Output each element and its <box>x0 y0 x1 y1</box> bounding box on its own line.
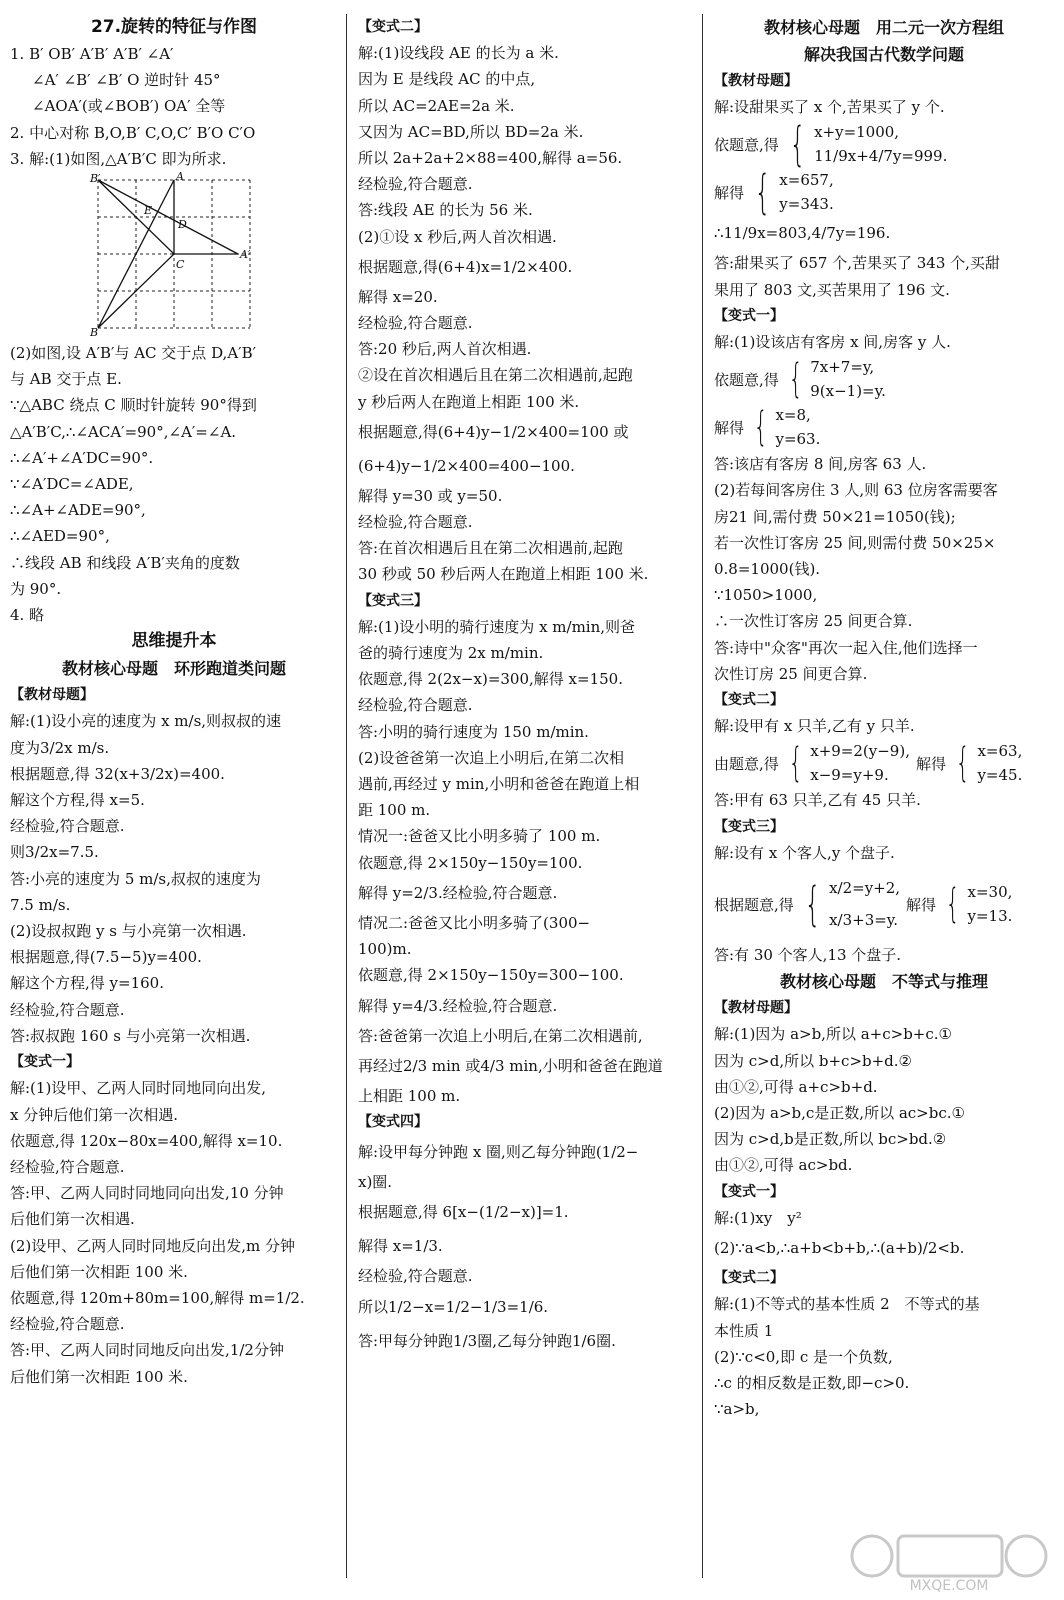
answer-line: 依题意,得 120x−80x=400,解得 x=10. <box>10 1131 283 1150</box>
answer-line: 答:甲有 63 只羊,乙有 45 只羊. <box>714 791 921 810</box>
answer-line: 答:甲、乙两人同时同地同向出发,10 分钟 <box>10 1184 284 1203</box>
equation-system <box>714 117 1054 172</box>
answer-line: ②设在首次相遇后且在第二次相遇前,起跑 <box>358 366 633 385</box>
label-d: D <box>178 218 187 232</box>
brace-icon: { <box>788 356 803 403</box>
answer-line: 后他们第一次相距 100 米. <box>10 1367 188 1386</box>
section-title: 思维提升本 <box>131 631 217 652</box>
answer-line: 答:小明的骑行速度为 150 m/min. <box>358 722 589 741</box>
answer-line: 情况一:爸爸又比小明多骑了 100 m. <box>358 827 601 846</box>
answer-line: 依题意,得 120m+80m=100,解得 m=1/2. <box>10 1288 305 1307</box>
answer-line: 次性订房 25 间更合算. <box>714 664 868 683</box>
answer-line: 3. 解:(1)如图,△A′B′C 即为所求. <box>10 149 227 168</box>
answer-line: 答:该店有客房 8 间,房客 63 人. <box>714 455 927 474</box>
brace-icon: { <box>753 404 768 451</box>
equation: y=63. <box>775 430 821 449</box>
answer-line: 解:(1)xy y² <box>714 1208 802 1227</box>
answer-line: 答:线段 AE 的长为 56 米. <box>358 201 533 220</box>
answer-line: 依题意,得 2(2x−x)=300,解得 x=150. <box>358 670 623 689</box>
answer-line: 经检验,符合题意. <box>10 1157 125 1176</box>
tag-label: 【变式二】 <box>714 1270 784 1287</box>
solution-system <box>714 165 1054 220</box>
answers-list-a <box>10 41 338 172</box>
equation: 11/9x+4/7y=999. <box>814 147 948 166</box>
answer-line: 本性质 1 <box>714 1321 774 1340</box>
answer-line: x 分钟后他们第一次相遇. <box>10 1105 178 1124</box>
subsection-title-cont: 解决我国古代数学问题 <box>803 45 964 64</box>
answer-line: ∴c 的相反数是正数,即−c>0. <box>714 1373 910 1392</box>
answer-line: 答:在首次相遇后且在第二次相遇前,起跑 <box>358 539 623 558</box>
answer-line: ∵△ABC 绕点 C 顺时针旋转 90°得到 <box>10 396 257 415</box>
label-c: C <box>176 258 185 272</box>
tag-label: 【教材母题】 <box>10 687 94 704</box>
answer-line: 答:诗中"众客"再次一起入住,他们选择一 <box>714 638 978 657</box>
answers-list-d <box>10 1075 338 1389</box>
system-label: 依题意,得 <box>714 370 779 389</box>
answer-line: (2)∵a<b,∴a+b<b+b,∴(a+b)/2<b. <box>714 1239 965 1258</box>
answer-line: ∴11/9x=803,4/7y=196. <box>714 224 891 243</box>
equation: x=30, <box>967 883 1013 902</box>
answer-line: 又因为 AC=BD,所以 BD=2a 米. <box>358 122 584 141</box>
answer-line: 果用了 803 文,买苦果用了 196 文. <box>714 280 950 299</box>
answer-line: 根据题意,得(6+4)x=1/2×400. <box>358 257 573 276</box>
answer-line: 解得 y=30 或 y=50. <box>358 486 503 505</box>
equation: x/3+3=y. <box>829 911 899 930</box>
answer-line: 房21 间,需付费 50×21=1050(钱); <box>714 507 956 526</box>
column-divider <box>346 14 347 1578</box>
brace-icon: { <box>945 881 960 928</box>
answer-line: 1. B′ OB′ A′B′ A′B′ ∠A′ <box>10 45 174 63</box>
system-label: 依题意,得 <box>714 135 779 154</box>
answer-line: 解:设甲有 x 只羊,乙有 y 只羊. <box>714 717 915 736</box>
answer-line: 若一次性订客房 25 间,则需付费 50×25× <box>714 533 996 552</box>
equation: 9(x−1)=y. <box>810 382 886 401</box>
tag-label: 【变式三】 <box>358 592 428 609</box>
answer-line: 与 AB 交于点 E. <box>10 370 122 389</box>
equation: y=45. <box>977 766 1023 785</box>
answer-line: 答:叔叔跑 160 s 与小亮第一次相遇. <box>10 1026 251 1045</box>
system-label: 解得 <box>906 895 937 914</box>
brace-icon: { <box>788 740 803 787</box>
answer-line: 答:小亮的速度为 5 m/s,叔叔的速度为 <box>10 869 261 888</box>
brace-icon: { <box>804 877 821 932</box>
answer-line: △A′B′C,∴∠ACA′=90°,∠A′=∠A. <box>10 422 237 441</box>
tag-label: 【变式二】 <box>714 692 784 709</box>
watermark-logo <box>844 1524 1054 1594</box>
answer-line: 解:设甜果买了 x 个,苦果买了 y 个. <box>714 98 945 117</box>
column-2 <box>358 14 688 1600</box>
answer-line: 解这个方程,得 x=5. <box>10 791 145 810</box>
answer-line: 距 100 m. <box>358 801 431 820</box>
answer-line: (2)因为 a>b,c是正数,所以 ac>bc.① <box>714 1104 965 1123</box>
answer-line: 由①②,可得 a+c>b+d. <box>714 1077 878 1096</box>
answer-line: 后他们第一次相遇. <box>10 1210 135 1229</box>
answer-line: 经检验,符合题意. <box>10 817 125 836</box>
system-label: 由题意,得 <box>714 754 779 773</box>
label-b: B <box>90 326 99 339</box>
watermark-text: MXQE.COM <box>909 1578 989 1594</box>
answer-line: (2)①设 x 秒后,两人首次相遇. <box>358 227 557 246</box>
answer-line: (6+4)y−1/2×400=400−100. <box>358 456 575 475</box>
answer-line: (2)设叔叔跑 y s 与小亮第一次相遇. <box>10 922 247 941</box>
subsection-title: 教材核心母题 用二元一次方程组 <box>763 18 1004 37</box>
equation: 7x+7=y, <box>810 358 875 377</box>
equation: x+y=1000, <box>814 123 900 142</box>
answers-list-a <box>358 40 688 587</box>
answers-list-c <box>10 708 338 1049</box>
answer-line: 为 90°. <box>10 579 62 598</box>
answer-line: 根据题意,得 6[x−(1/2−x)]=1. <box>358 1203 569 1222</box>
answer-line: 由①②,可得 ac>bd. <box>714 1156 853 1175</box>
answer-line: 解:设甲每分钟跑 x 圈,则乙每分钟跑(1/2− <box>358 1143 639 1162</box>
answer-line: (2)若每间客房住 3 人,则 63 位房客需要客 <box>714 481 998 500</box>
answer-line: 100)m. <box>358 940 412 959</box>
system-label: 解得 <box>714 183 745 202</box>
answer-line: 爸的骑行速度为 2x m/min. <box>358 644 544 663</box>
tag-label: 【变式一】 <box>714 307 784 324</box>
equation-system <box>714 872 1054 936</box>
answer-line: 答:甜果买了 657 个,苦果买了 343 个,买甜 <box>714 254 1000 273</box>
tag-label: 【教材母题】 <box>714 1000 798 1017</box>
answer-line: 解这个方程,得 y=160. <box>10 974 164 993</box>
answer-line: ∵1050>1000, <box>714 586 818 605</box>
equation: x=63, <box>977 742 1023 761</box>
subsection-title: 教材核心母题 环形跑道类问题 <box>61 659 286 679</box>
answer-line: 经检验,符合题意. <box>358 175 473 194</box>
answer-line: 经检验,符合题意. <box>10 1315 125 1334</box>
answer-line: x)圈. <box>358 1173 393 1192</box>
answer-line: (2)设甲、乙两人同时同地反向出发,m 分钟 <box>10 1236 296 1255</box>
equation: x=8, <box>775 406 811 425</box>
answer-line: (2)设爸爸第一次追上小明后,在第二次相 <box>358 748 625 767</box>
tag-label: 【变式一】 <box>714 1183 784 1200</box>
column-1 <box>10 14 338 1600</box>
answer-line: 依题意,得 2×150y−150y=100. <box>358 853 583 872</box>
answer-line: 解:(1)设小明的骑行速度为 x m/min,则爸 <box>358 617 636 636</box>
answer-line: 解:(1)设线段 AE 的长为 a 米. <box>358 44 559 63</box>
answer-line: ∴∠A+∠ADE=90°, <box>10 501 146 520</box>
label-a-prime: A′ <box>240 248 251 262</box>
answer-line: 度为3/2x m/s. <box>10 738 110 757</box>
answers-list-b <box>358 614 688 1109</box>
subsection-title: 教材核心母题 不等式与推理 <box>779 972 988 992</box>
tag-label: 【变式四】 <box>358 1113 428 1130</box>
answers-list-c <box>358 1135 688 1357</box>
answer-line: ∴∠A′+∠A′DC=90°. <box>10 448 154 467</box>
system-label: 解得 <box>915 754 946 773</box>
answer-line: 答:甲、乙两人同时同地反向出发,1/2分钟 <box>10 1341 284 1360</box>
answer-line: 4. 略 <box>10 606 45 625</box>
label-b-prime: B′ <box>90 172 101 186</box>
answer-line: 解:设有 x 个客人,y 个盘子. <box>714 843 895 862</box>
tag-label: 【教材母题】 <box>714 73 798 89</box>
answer-line: 所以 AC=2AE=2a 米. <box>358 96 515 115</box>
answer-line: 情况二:爸爸又比小明多骑了(300− <box>358 913 591 932</box>
column-3 <box>714 14 1054 1600</box>
answer-line: 解得 y=2/3.经检验,符合题意. <box>358 883 558 902</box>
equation-system <box>714 355 1054 403</box>
equation-system <box>714 739 1054 787</box>
answer-line: 上相距 100 m. <box>358 1086 461 1105</box>
answer-line: 所以 2a+2a+2×88=400,解得 a=56. <box>358 149 623 168</box>
brace-icon: { <box>754 165 771 220</box>
answer-line: 解:(1)设小亮的速度为 x m/s,则叔叔的速 <box>10 712 282 731</box>
answer-line: 因为 c>d,所以 b+c>b+d.② <box>714 1051 913 1070</box>
answer-line: ∴∠AED=90°, <box>10 527 110 546</box>
answer-line: (2)如图,设 A′B′与 AC 交于点 D,A′B′ <box>10 344 256 363</box>
answer-line: 经检验,符合题意. <box>358 513 473 532</box>
answer-line: 遇前,再经过 y min,小明和爸爸在跑道上相 <box>358 775 640 794</box>
equation: y=13. <box>967 907 1013 926</box>
answer-line: 答:20 秒后,两人首次相遇. <box>358 340 532 359</box>
brace-icon: { <box>955 740 970 787</box>
answer-line: 根据题意,得 32(x+3/2x)=400. <box>10 764 225 783</box>
answer-line: 因为 E 是线段 AC 的中点, <box>358 70 536 89</box>
answer-line: 解:(1)不等式的基本性质 2 不等式的基 <box>714 1295 980 1314</box>
answer-line: 后他们第一次相距 100 米. <box>10 1262 188 1281</box>
answer-line: 经检验,符合题意. <box>10 1000 125 1019</box>
answers-list-b <box>10 340 338 628</box>
answer-line: ∠AOA′(或∠BOB′) OA′ 全等 <box>32 97 226 116</box>
answer-line: 所以1/2−x=1/2−1/3=1/6. <box>358 1297 549 1316</box>
answer-line: (2)∵c<0,即 c 是一个负数, <box>714 1347 893 1366</box>
system-label: 解得 <box>714 418 745 437</box>
answer-line: 依题意,得 2×150y−150y=300−100. <box>358 966 624 985</box>
answer-line: 则3/2x=7.5. <box>10 843 99 862</box>
answer-line: 经检验,符合题意. <box>358 1267 473 1286</box>
label-a: A <box>176 172 184 184</box>
answer-line: 答:甲每分钟跑1/3圈,乙每分钟跑1/6圈. <box>358 1331 616 1350</box>
answer-line: 答:有 30 个客人,13 个盘子. <box>714 946 902 965</box>
equation: x/2=y+2, <box>829 879 901 898</box>
equation: x−9=y+9. <box>810 766 889 785</box>
equation: y=343. <box>779 195 834 214</box>
answer-line: y 秒后两人在跑道上相距 100 米. <box>358 392 580 411</box>
tag-label: 【变式二】 <box>358 19 428 35</box>
label-e: E <box>144 204 153 218</box>
answer-line: 答:爸爸第一次追上小明后,在第二次相遇前, <box>358 1026 643 1045</box>
tag-label: 【变式三】 <box>714 818 784 835</box>
equation: x+9=2(y−9), <box>810 742 910 761</box>
solution-system <box>714 403 1054 451</box>
tag-label: 【变式一】 <box>10 1054 80 1071</box>
answer-line: 解得 x=1/3. <box>358 1237 443 1256</box>
answer-line: 再经过2/3 min 或4/3 min,小明和爸爸在跑道 <box>358 1056 663 1075</box>
system-label: 根据题意,得 <box>714 895 794 914</box>
answer-line: ∠A′ ∠B′ ∠B′ O 逆时针 45° <box>32 71 221 90</box>
answer-line: 30 秒或 50 秒后两人在跑道上相距 100 米. <box>358 565 649 584</box>
answer-line: ∴一次性订客房 25 间更合算. <box>714 612 913 631</box>
equation: x=657, <box>779 171 834 190</box>
answer-line: 解得 y=4/3.经检验,符合题意. <box>358 996 558 1015</box>
answer-line: 经检验,符合题意. <box>358 696 473 715</box>
answer-line: ∴线段 AB 和线段 A′B′夹角的度数 <box>10 553 240 572</box>
answer-line: 根据题意,得(7.5−5)y=400. <box>10 948 202 967</box>
section-title-rotation: 27.旋转的特征与作图 <box>90 17 258 37</box>
column-divider <box>702 14 703 1578</box>
answer-line: 根据题意,得(6+4)y−1/2×400=100 或 <box>358 422 629 441</box>
answer-line: 因为 c>d,b是正数,所以 bc>bd.② <box>714 1130 947 1149</box>
answer-line: 解:(1)设该店有客房 x 间,房客 y 人. <box>714 333 951 352</box>
answer-line: 经检验,符合题意. <box>358 314 473 333</box>
answer-line: 解:(1)设甲、乙两人同时同地同向出发, <box>10 1079 267 1098</box>
answer-line: 解得 x=20. <box>358 287 438 306</box>
answer-line: 0.8=1000(钱). <box>714 560 821 579</box>
answer-line: 解:(1)因为 a>b,所以 a+c>b+c.① <box>714 1025 952 1044</box>
answer-line: ∵a>b, <box>714 1400 760 1419</box>
answer-line: ∵∠A′DC=∠ADE, <box>10 475 134 494</box>
rotation-figure <box>88 172 258 338</box>
answer-line: 2. 中心对称 B,O,B′ C,O,C′ B′O C′O <box>10 123 256 142</box>
brace-icon: { <box>789 117 806 172</box>
answer-line: 7.5 m/s. <box>10 895 71 914</box>
